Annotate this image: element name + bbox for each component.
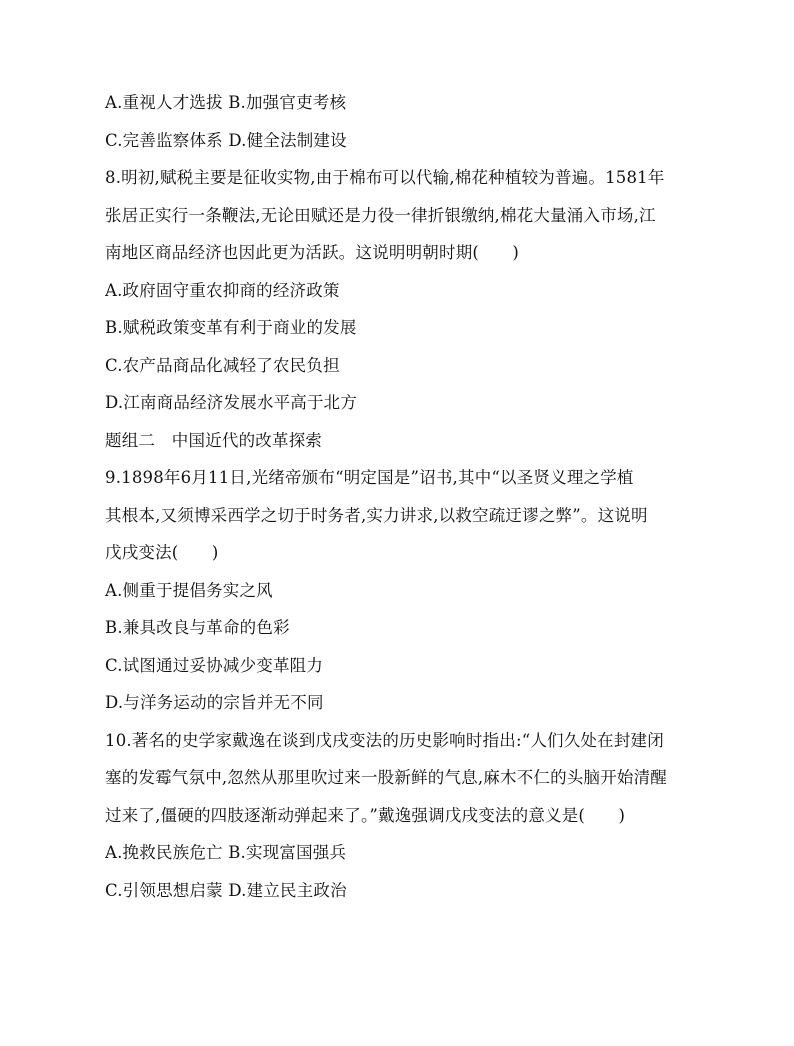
q9-option-b: B.兼具改良与革命的色彩 — [105, 618, 290, 637]
q9-option-c: C.试图通过妥协减少变革阻力 — [105, 655, 324, 675]
q8-option-d: D.江南商品经济发展水平高于北方 — [105, 393, 358, 412]
document-page — [105, 84, 690, 909]
q8-option-c: C.农产品商品化减轻了农民负担 — [105, 355, 340, 375]
q8-option-b: B.赋税政策变革有利于商业的发展 — [105, 318, 357, 337]
q8-option-a: A.政府固守重农抑商的经济政策 — [105, 280, 340, 300]
q10-stem-line-2: 塞的发霉气氛中,忽然从那里吹过来一股新鲜的气息,麻木不仁的头脑开始清醒 — [105, 768, 667, 787]
q10-stem-line-1: 10.著名的史学家戴逸在谈到戊戌变法的历史影响时指出:“人们久处在封建闭 — [105, 730, 664, 750]
q10-options-ab: A.挽救民族危亡 B.实现富国强兵 — [105, 843, 347, 862]
q9-stem-line-2: 其根本,又须博采西学之切于时务者,实力讲求,以救空疏迂谬之弊”。这说明 — [105, 505, 648, 525]
q7-options-cd: C.完善监察体系 D.健全法制建设 — [105, 130, 347, 150]
section-heading: 题组二 中国近代的改革探索 — [105, 430, 323, 450]
q9-option-a: A.侧重于提倡务实之风 — [105, 580, 273, 600]
q10-options-cd: C.引领思想启蒙 D.建立民主政治 — [105, 880, 347, 900]
q9-stem-line-3: 戊戌变法( ) — [105, 543, 219, 562]
q8-stem-line-3: 南地区商品经济也因此更为活跃。这说明明朝时期( ) — [105, 243, 520, 262]
q7-options-ab: A.重视人才选拔 B.加强官吏考核 — [105, 93, 347, 112]
q8-stem-line-2: 张居正实行一条鞭法,无论田赋还是力役一律折银缴纳,棉花大量涌入市场,江 — [105, 205, 656, 225]
q9-option-d: D.与洋务运动的宗旨并无不同 — [105, 693, 324, 712]
q9-stem-line-1: 9.1898年6月11日,光绪帝颁布“明定国是”诏书,其中“以圣贤义理之学植 — [105, 468, 634, 487]
q8-stem-line-1: 8.明初,赋税主要是征收实物,由于棉布可以代输,棉花种植较为普遍。1581年 — [105, 168, 665, 187]
q10-stem-line-3: 过来了,僵硬的四肢逐渐动弹起来了。”戴逸强调戊戌变法的意义是( ) — [105, 805, 626, 825]
